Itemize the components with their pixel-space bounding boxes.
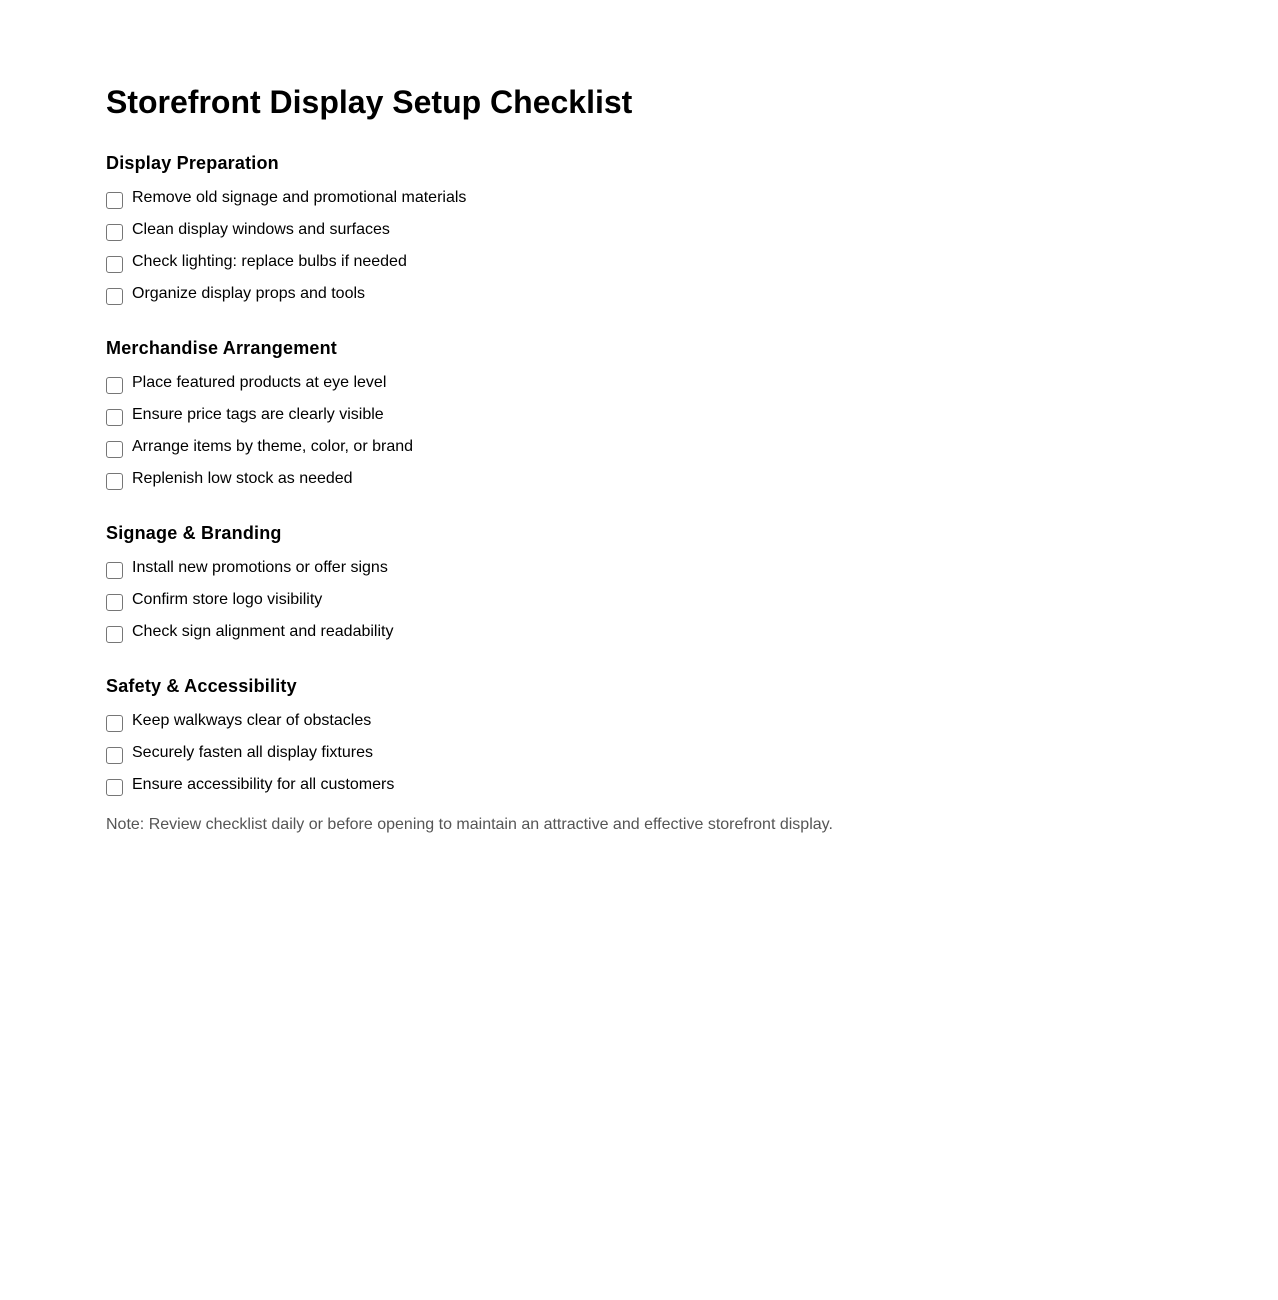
checklist-item[interactable] xyxy=(106,737,1166,769)
item-label: Install new promotions or offer signs xyxy=(132,559,388,576)
checklist-item[interactable] xyxy=(106,705,1166,737)
item-label: Organize display props and tools xyxy=(132,285,366,302)
checklist-item[interactable] xyxy=(106,431,1166,463)
checklist-item[interactable] xyxy=(106,552,1166,584)
checkbox[interactable] xyxy=(106,409,123,426)
checkbox[interactable] xyxy=(106,288,123,305)
section-heading: Merchandise Arrangement xyxy=(106,338,337,358)
checklist-item[interactable] xyxy=(106,246,1166,278)
checkbox[interactable] xyxy=(106,747,123,764)
checklist-item[interactable] xyxy=(106,584,1166,616)
checkbox[interactable] xyxy=(106,779,123,796)
item-label: Arrange items by theme, color, or brand xyxy=(132,438,414,455)
item-label: Ensure accessibility for all customers xyxy=(132,776,395,793)
checkbox[interactable] xyxy=(106,594,123,611)
checkbox[interactable] xyxy=(106,224,123,241)
item-label: Ensure price tags are clearly visible xyxy=(132,406,384,423)
item-label: Check lighting: replace bulbs if needed xyxy=(132,253,407,270)
checklist-document xyxy=(106,82,1166,851)
page-title: Storefront Display Setup Checklist xyxy=(106,84,633,120)
section-safety-accessibility xyxy=(106,675,1166,801)
checklist xyxy=(106,182,1166,310)
checkbox[interactable] xyxy=(106,473,123,490)
checklist xyxy=(106,552,1166,648)
item-label: Remove old signage and promotional materials xyxy=(132,189,467,206)
item-label: Check sign alignment and readability xyxy=(132,623,394,640)
checkbox[interactable] xyxy=(106,626,123,643)
checkbox[interactable] xyxy=(106,562,123,579)
checklist xyxy=(106,705,1166,801)
checkbox[interactable] xyxy=(106,256,123,273)
checkbox[interactable] xyxy=(106,192,123,209)
checklist-item[interactable] xyxy=(106,214,1166,246)
checkbox[interactable] xyxy=(106,377,123,394)
checklist-item[interactable] xyxy=(106,278,1166,310)
item-label: Confirm store logo visibility xyxy=(132,591,323,608)
item-label: Replenish low stock as needed xyxy=(132,470,353,487)
checklist-item[interactable] xyxy=(106,182,1166,214)
section-heading: Signage & Branding xyxy=(106,523,282,543)
item-label: Clean display windows and surfaces xyxy=(132,221,390,238)
item-label: Securely fasten all display fixtures xyxy=(132,744,373,761)
checklist-item[interactable] xyxy=(106,769,1166,801)
checklist-item[interactable] xyxy=(106,616,1166,648)
section-merchandise-arrangement xyxy=(106,337,1166,495)
item-label: Keep walkways clear of obstacles xyxy=(132,712,372,729)
checklist-item[interactable] xyxy=(106,399,1166,431)
section-heading: Display Preparation xyxy=(106,153,279,173)
checklist-item[interactable] xyxy=(106,367,1166,399)
checkbox[interactable] xyxy=(106,441,123,458)
section-heading: Safety & Accessibility xyxy=(106,676,297,696)
checklist-item[interactable] xyxy=(106,463,1166,495)
checklist xyxy=(106,367,1166,495)
section-signage-branding xyxy=(106,522,1166,648)
footer-note: Note: Review checklist daily or before opening to maintain an attractive and effective storefront display. xyxy=(106,816,833,833)
checkbox[interactable] xyxy=(106,715,123,732)
item-label: Place featured products at eye level xyxy=(132,374,387,391)
section-display-preparation xyxy=(106,152,1166,310)
